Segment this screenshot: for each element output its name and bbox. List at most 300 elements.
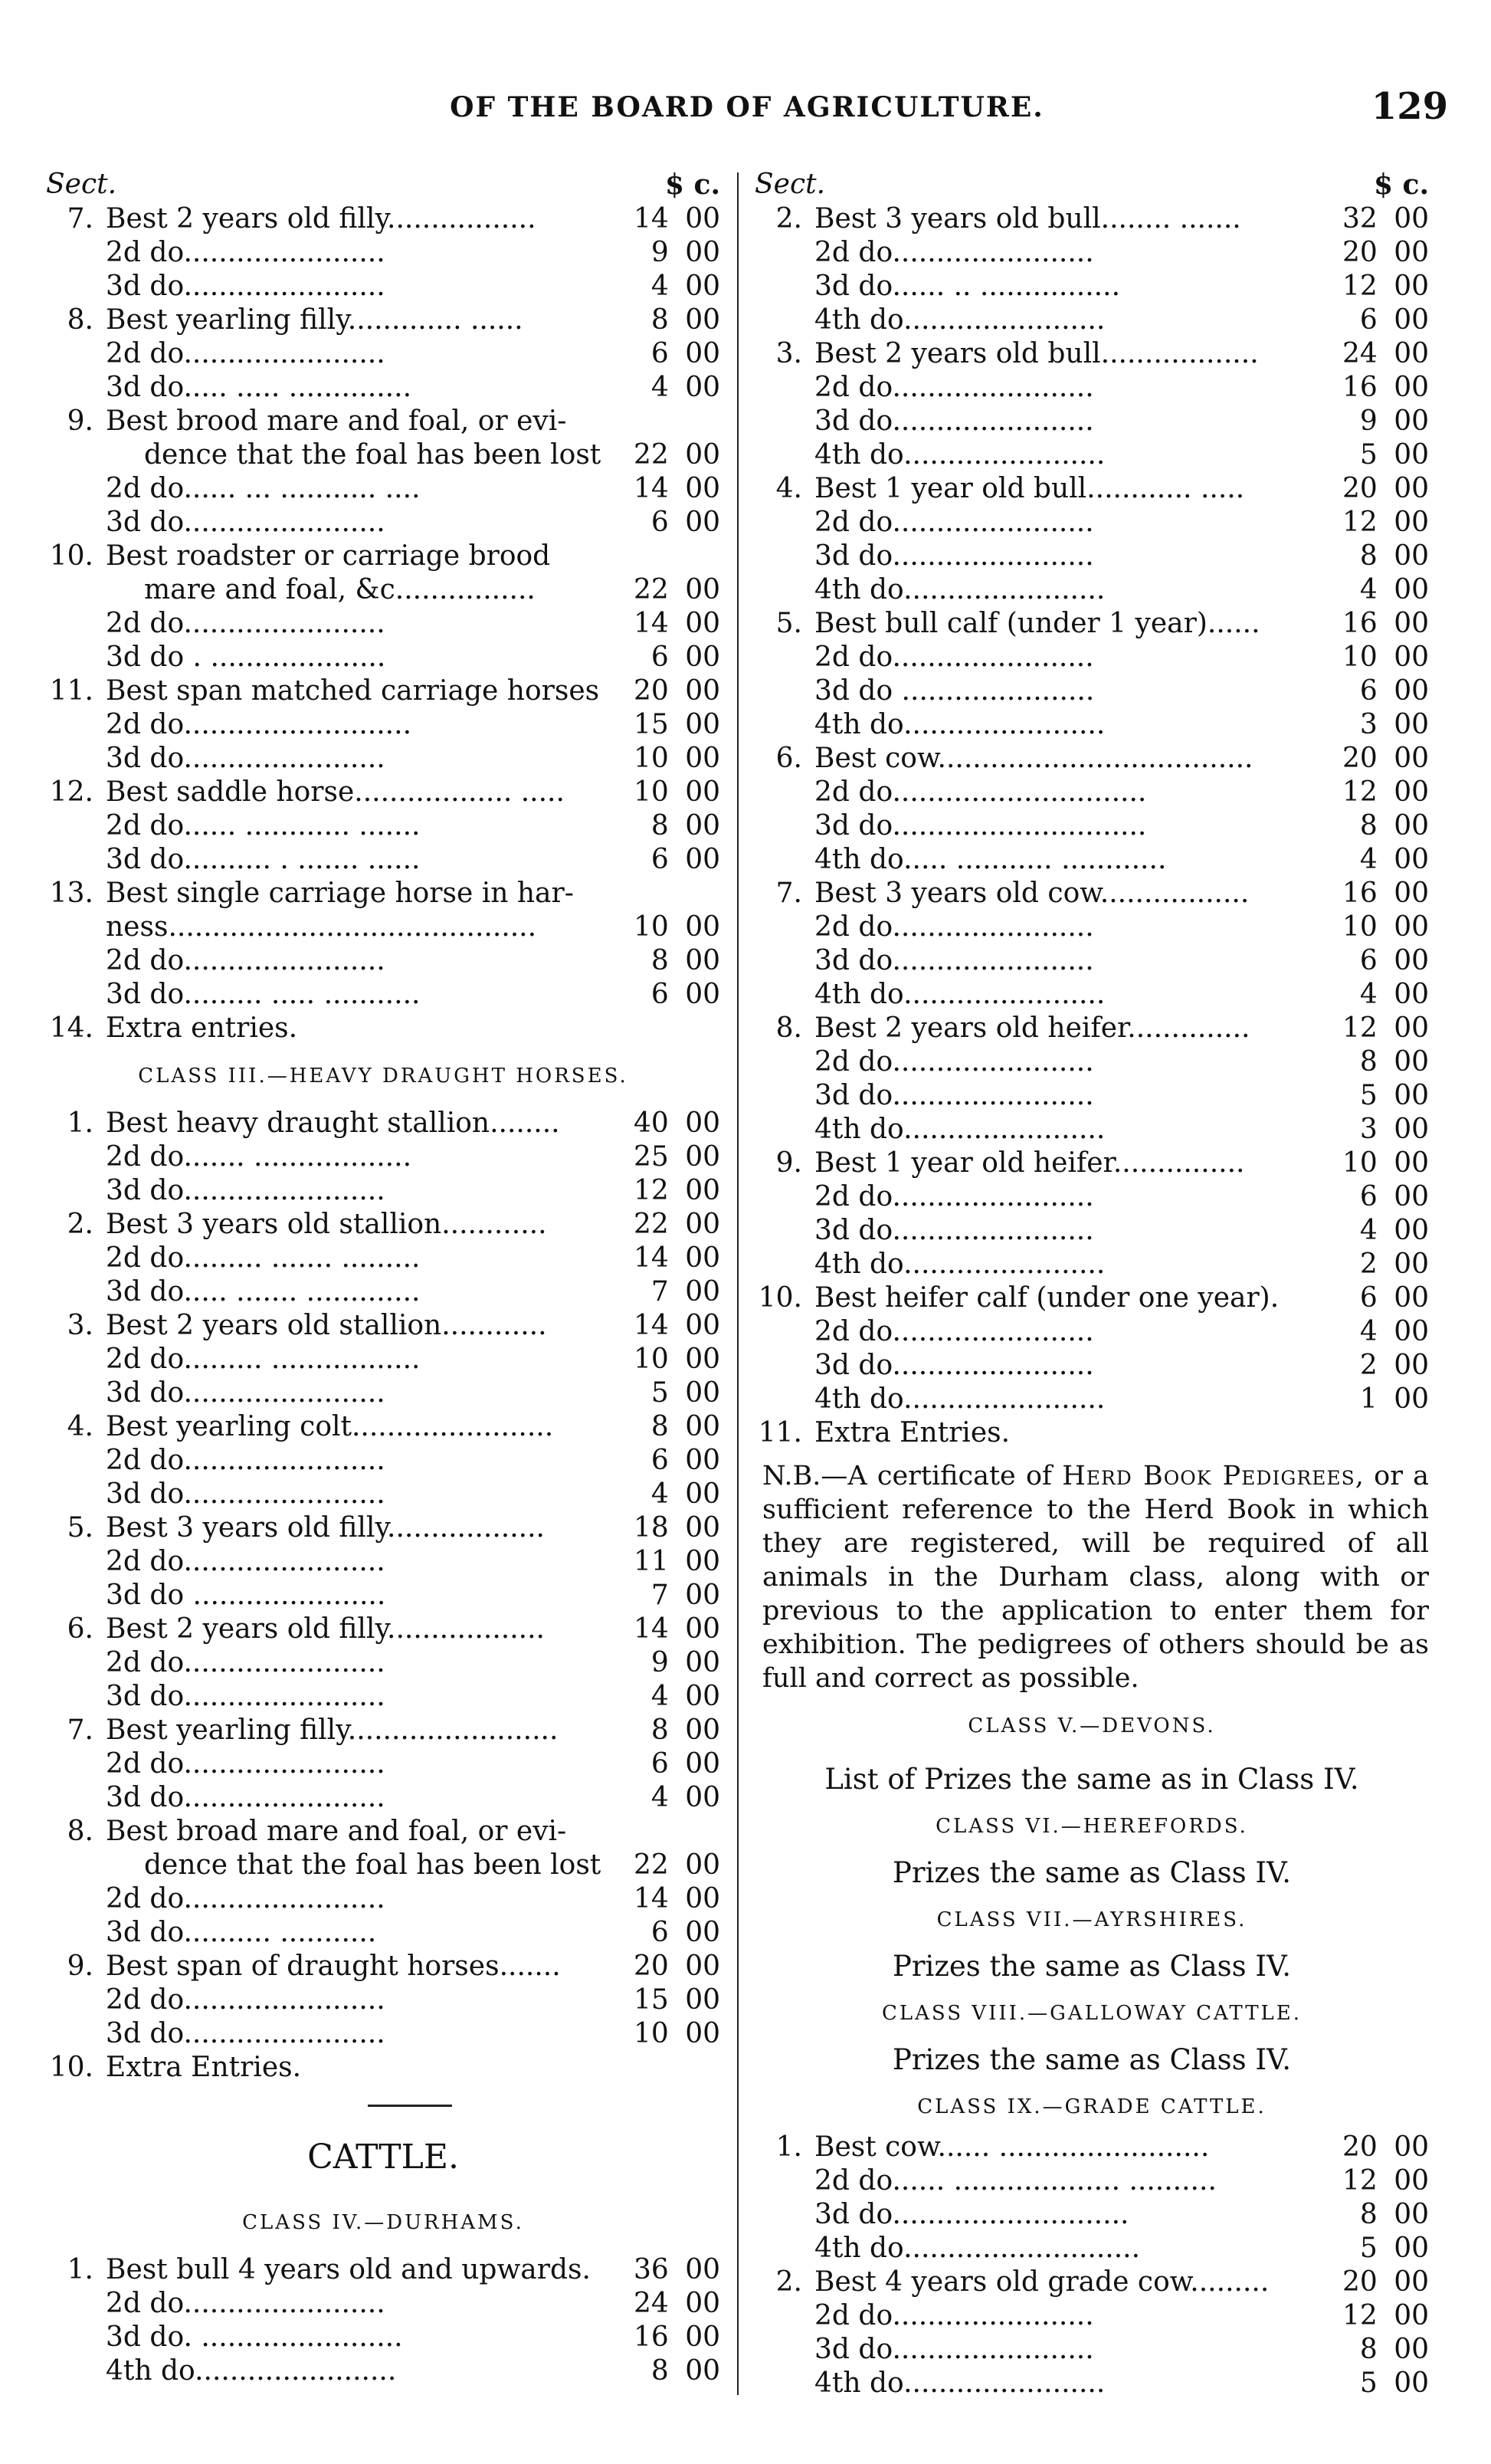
prize-amount: 4 00 [650, 1478, 720, 1510]
prize-row [46, 1410, 720, 1444]
prize-amount: 10 00 [633, 776, 720, 808]
prize-amount: 16 00 [1342, 608, 1429, 639]
prize-amount: 5 00 [650, 1377, 720, 1409]
class-heading: CLASS IV.—DURHAMS. [242, 2211, 524, 2234]
prize-amount: 6 00 [650, 641, 720, 673]
prize-amount: 10 00 [1342, 641, 1429, 673]
prize-amount: 14 00 [633, 1242, 720, 1274]
prize-amount: 14 00 [633, 1883, 720, 1914]
currency-label: $ c. [1373, 169, 1429, 201]
prize-amount: 12 00 [1342, 776, 1429, 808]
prize-amount: 3 00 [1359, 1114, 1429, 1145]
prize-label: 2d do....................... [106, 1984, 385, 2016]
prize-label: Extra Entries. [814, 1417, 1011, 1449]
prize-label: 3d do....................... [106, 1681, 385, 1712]
prize-label: 2d do....................... [106, 1748, 385, 1780]
prize-label: 3d do....................... [106, 1377, 385, 1409]
prize-amount: 22 00 [633, 1209, 720, 1240]
prize-row [46, 1950, 720, 1983]
prize-label: 4th do....................... [814, 709, 1106, 740]
prize-list [46, 202, 720, 1045]
prize-row [755, 978, 1429, 1012]
prize-row [755, 506, 1429, 540]
prize-amount: 9 00 [1359, 405, 1429, 437]
prize-label: 4th do....................... [814, 2367, 1106, 2399]
right-column-body [755, 202, 1429, 2400]
prize-row [46, 236, 720, 270]
prize-amount: 12 00 [1342, 1012, 1429, 1044]
prize-row [755, 910, 1429, 944]
class-heading: CLASS V.—DEVONS. [968, 1714, 1216, 1737]
prize-label: 2d do....................... [814, 372, 1094, 403]
prize-amount: 8 00 [650, 2355, 720, 2387]
prize-amount: 12 00 [1342, 2165, 1429, 2197]
prize-row [755, 2164, 1429, 2198]
prize-list [755, 202, 1429, 1450]
prize-amount: 8 00 [1359, 540, 1429, 572]
prize-label: 3d do..... ..... .............. [106, 372, 412, 403]
prize-label: 3d do...... .. ................ [814, 271, 1121, 302]
prize-amount: 12 00 [1342, 2300, 1429, 2331]
prize-row [755, 371, 1429, 405]
class-heading: CLASS VII.—AYRSHIRES. [936, 1908, 1247, 1931]
prize-label: Best bull calf (under 1 year)...... [814, 608, 1260, 639]
section-number: 1. [67, 2254, 93, 2285]
prize-row [46, 2321, 720, 2354]
prize-label: 3d do......... ..... ........... [106, 979, 421, 1010]
prize-amount: 9 00 [650, 1647, 720, 1678]
prize-amount: 2 00 [1359, 1350, 1429, 1381]
prize-row [46, 506, 720, 540]
prize-label: 2d do......... ................. [106, 1344, 421, 1375]
prize-row [755, 1349, 1429, 1383]
prize-label: 2d do......... ....... ......... [106, 1242, 421, 1274]
prize-row [755, 303, 1429, 337]
prize-row [46, 944, 720, 978]
section-number: 12. [49, 776, 93, 808]
prize-amount: 10 00 [1342, 911, 1429, 943]
prize-amount: 10 00 [633, 2018, 720, 2049]
prize-amount: 22 00 [633, 1849, 720, 1881]
prize-row [755, 641, 1429, 674]
column-header [755, 169, 1429, 202]
prize-label: Best 3 years old cow................. [814, 878, 1250, 909]
prize-amount: 6 00 [650, 338, 720, 369]
sect-label: Sect. [46, 169, 117, 200]
prize-row [46, 1275, 720, 1309]
prize-row [755, 1315, 1429, 1349]
prize-amount: 6 00 [1359, 945, 1429, 976]
prize-amount: 8 00 [1359, 2334, 1429, 2365]
section-number: 9. [67, 405, 93, 437]
section-title: CATTLE. [307, 2138, 459, 2177]
section-number: 8. [67, 1816, 93, 1847]
currency-label: $ c. [664, 169, 720, 201]
prize-row [755, 2367, 1429, 2400]
prize-label: Best 3 years old filly.................. [106, 1512, 545, 1544]
prize-row [755, 1147, 1429, 1180]
prize-amount: 10 00 [633, 911, 720, 943]
prize-amount: 8 00 [650, 304, 720, 336]
prize-row [755, 2131, 1429, 2164]
section-number: 3. [67, 1310, 93, 1341]
prize-amount: 18 00 [633, 1512, 720, 1544]
prize-amount: 4 00 [650, 372, 720, 403]
prize-label: 3d do....................... [814, 1080, 1094, 1111]
prize-amount: 32 00 [1342, 203, 1429, 235]
prize-row [46, 2017, 720, 2051]
prize-label: ness.......................................... [106, 911, 537, 943]
page-number: 129 [1371, 85, 1448, 128]
prize-row [755, 1281, 1429, 1315]
prize-row [46, 809, 720, 843]
prize-label: 3d do....................... [106, 271, 385, 302]
prize-row [755, 1383, 1429, 1416]
prize-amount: 9 00 [650, 237, 720, 268]
prize-row [755, 1180, 1429, 1214]
prize-label: dence that the foal has been lost [144, 439, 601, 471]
prize-amount: 10 00 [633, 1344, 720, 1375]
prize-row [46, 742, 720, 776]
prize-amount: 14 00 [633, 1310, 720, 1341]
prize-amount: 25 00 [633, 1141, 720, 1173]
note-lead: N.B.—A certificate of [762, 1461, 1063, 1491]
prize-label: Best 2 years old bull.................. [814, 338, 1259, 369]
prize-amount: 24 00 [633, 2288, 720, 2319]
prize-label: 2d do....................... [814, 2300, 1094, 2331]
prize-label: 3d do....................... [106, 1782, 385, 1813]
prize-amount: 8 00 [1359, 810, 1429, 842]
prize-row [755, 1214, 1429, 1248]
prize-amount: 36 00 [633, 2254, 720, 2285]
prize-label: 2d do....................... [814, 507, 1094, 538]
class-note: List of Prizes the same as in Class IV. [824, 1763, 1359, 1796]
prize-row [46, 1714, 720, 1747]
prize-row [755, 1113, 1429, 1147]
prize-row [755, 1248, 1429, 1281]
class-heading: CLASS VI.—HEREFORDS. [936, 1815, 1248, 1838]
prize-row [46, 2253, 720, 2287]
prize-row [46, 1815, 720, 1849]
section-number: 7. [67, 203, 93, 235]
prize-row [755, 1416, 1429, 1450]
section-number: 11. [49, 675, 93, 707]
prize-row [46, 472, 720, 506]
prize-label: Best cow...... ........................ [814, 2131, 1210, 2163]
prize-label: 3d do........................... [814, 2199, 1129, 2230]
prize-amount: 6 00 [1359, 1282, 1429, 1314]
prize-row [755, 944, 1429, 978]
section-number: 10. [758, 1282, 802, 1314]
prize-amount: 4 00 [1359, 979, 1429, 1010]
prize-label: 3d do....................... [814, 540, 1094, 572]
prize-amount: 15 00 [633, 709, 720, 740]
prize-row [46, 337, 720, 371]
prize-row [46, 2354, 720, 2388]
section-number: 4. [67, 1411, 93, 1442]
prize-row [46, 1511, 720, 1545]
prize-label: 2d do....................... [106, 237, 385, 268]
class-note: Prizes the same as Class IV. [892, 2043, 1292, 2076]
prize-label: 2d do....................... [814, 911, 1094, 943]
prize-row [46, 270, 720, 303]
prize-row [46, 1208, 720, 1242]
prize-row [755, 270, 1429, 303]
class-note: Prizes the same as Class IV. [892, 1856, 1292, 1889]
prize-label: 3d do ...................... [814, 675, 1095, 707]
prize-label: 4th do..... ........... ............ [814, 844, 1167, 875]
prize-row [755, 236, 1429, 270]
prize-label: Best heavy draught stallion........ [106, 1107, 560, 1139]
prize-label: 2d do....................... [106, 1883, 385, 1914]
prize-amount: 4 00 [1359, 574, 1429, 605]
prize-label: 3d do....................... [106, 2018, 385, 2049]
prize-row [46, 1309, 720, 1343]
prize-row [46, 776, 720, 809]
prize-amount: 24 00 [1342, 338, 1429, 369]
prize-amount: 10 00 [633, 743, 720, 774]
left-column [46, 169, 720, 2422]
prize-label: 2d do....... .................. [106, 1141, 412, 1173]
prize-label: Best span of draught horses....... [106, 1951, 561, 1982]
prize-amount: 7 00 [650, 1580, 720, 1611]
section-number: 13. [49, 878, 93, 909]
prize-label: 3d do....................... [814, 945, 1094, 976]
prize-label: 2d do....................... [814, 641, 1094, 673]
prize-amount: 14 00 [633, 473, 720, 504]
section-number: 5. [775, 608, 802, 639]
section-number: 5. [67, 1512, 93, 1544]
prize-label: Best 1 year old heifer............... [814, 1147, 1245, 1179]
column-header [46, 169, 720, 202]
note-rest: , or a sufficient reference to the Herd Book in which they are registered, will be required of all animals in the Durham class, along with or previous to the application to enter them for exhibition. The pedigrees of others should be as full and correct as possible. [762, 1461, 1429, 1694]
herd-book-note [755, 1450, 1429, 1695]
prize-row [46, 877, 720, 910]
prize-label: 4th do....................... [814, 1248, 1106, 1280]
prize-label: 2d do...... ... ........... .... [106, 473, 421, 504]
prize-list [46, 1107, 720, 2085]
prize-row [46, 1478, 720, 1511]
prize-amount: 14 00 [633, 1613, 720, 1645]
prize-amount: 11 00 [633, 1546, 720, 1577]
prize-amount: 20 00 [633, 675, 720, 707]
prize-amount: 2 00 [1359, 1248, 1429, 1280]
prize-label: 2d do....................... [106, 1647, 385, 1678]
section-number: 8. [67, 304, 93, 336]
prize-amount: 20 00 [633, 1951, 720, 1982]
prize-label: Best 2 years old filly.................. [106, 1613, 545, 1645]
prize-row [46, 1747, 720, 1781]
prize-row [755, 809, 1429, 843]
prize-label: 4th do....................... [814, 1383, 1106, 1415]
prize-label: mare and foal, &c................ [144, 574, 536, 605]
prize-amount: 6 00 [650, 844, 720, 875]
prize-row [46, 1545, 720, 1579]
prize-label: 2d do....................... [814, 1181, 1094, 1212]
prize-label: 4th do....................... [814, 304, 1106, 336]
prize-row [46, 303, 720, 337]
prize-label: Best bull 4 years old and upwards. [106, 2254, 591, 2285]
prize-row [46, 1613, 720, 1646]
prize-label: 2d do............................. [814, 776, 1147, 808]
prize-amount: 4 00 [1359, 1316, 1429, 1347]
prize-row [46, 371, 720, 405]
prize-row [46, 1882, 720, 1916]
prize-label: 2d do....................... [106, 608, 385, 639]
sect-label: Sect. [755, 169, 826, 200]
prize-label: Best 3 years old stallion............ [106, 1209, 547, 1240]
prize-row [755, 472, 1429, 506]
prize-row [755, 540, 1429, 573]
prize-row [46, 674, 720, 708]
prize-amount: 16 00 [633, 2321, 720, 2353]
prize-amount: 5 00 [1359, 2367, 1429, 2399]
prize-label: 2d do...... ................... .......... [814, 2165, 1217, 2197]
section-number: 2. [775, 203, 802, 235]
prize-row [46, 1242, 720, 1275]
prize-label: Extra entries. [106, 1012, 298, 1044]
prize-row [46, 202, 720, 236]
prize-label: dence that the foal has been lost [144, 1849, 601, 1881]
prize-amount: 6 00 [650, 1748, 720, 1780]
prize-amount: 12 00 [1342, 507, 1429, 538]
prize-amount: 8 00 [650, 1714, 720, 1746]
prize-row [46, 1646, 720, 1680]
prize-amount: 5 00 [1359, 1080, 1429, 1111]
prize-label: 3d do....................... [106, 743, 385, 774]
prize-row [755, 2333, 1429, 2367]
prize-row [755, 1079, 1429, 1113]
prize-label: 4th do....................... [814, 979, 1106, 1010]
section-number: 10. [49, 2052, 93, 2083]
prize-label: 2d do....................... [106, 1445, 385, 1476]
prize-label: 3d do....................... [106, 1478, 385, 1510]
prize-row [46, 438, 720, 472]
prize-label: 3d do....................... [814, 1215, 1094, 1246]
prize-amount: 15 00 [633, 1984, 720, 2016]
prize-row [46, 1107, 720, 1140]
prize-row [46, 1012, 720, 1045]
prize-row [46, 607, 720, 641]
class-heading: CLASS III.—HEAVY DRAUGHT HORSES. [138, 1065, 628, 1088]
prize-row [755, 877, 1429, 910]
prize-amount: 10 00 [1342, 1147, 1429, 1179]
prize-row [755, 1012, 1429, 1045]
prize-row [46, 1916, 720, 1950]
prize-label: 3d do. ....................... [106, 2321, 403, 2353]
prize-amount: 6 00 [1359, 304, 1429, 336]
prize-row [755, 2266, 1429, 2299]
prize-amount: 14 00 [633, 203, 720, 235]
section-number: 9. [67, 1951, 93, 1982]
prize-amount: 20 00 [1342, 743, 1429, 774]
prize-row [755, 438, 1429, 472]
section-rule [46, 2085, 720, 2123]
prize-row [755, 573, 1429, 607]
prize-row [46, 708, 720, 742]
prize-amount: 20 00 [1342, 2266, 1429, 2298]
class-heading: CLASS IX.—GRADE CATTLE. [917, 2095, 1267, 2118]
prize-label: 3d do ...................... [106, 1580, 386, 1611]
prize-row [755, 202, 1429, 236]
prize-amount: 4 00 [650, 1681, 720, 1712]
prize-row [755, 607, 1429, 641]
prize-amount: 12 00 [633, 1175, 720, 1206]
prize-amount: 4 00 [1359, 844, 1429, 875]
prize-label: 3d do....................... [814, 1350, 1094, 1381]
prize-amount: 6 00 [650, 1917, 720, 1948]
section-number: 4. [775, 473, 802, 504]
prize-row [46, 1781, 720, 1815]
prize-label: 4th do....................... [106, 2355, 397, 2387]
prize-label: 3d do . .................... [106, 641, 386, 673]
prize-label: Best 2 years old filly................. [106, 203, 536, 235]
class-note: Prizes the same as Class IV. [892, 1950, 1292, 1983]
prize-label: Best 3 years old bull........ ....... [814, 203, 1241, 235]
prize-label: 3d do....................... [814, 2334, 1094, 2365]
prize-amount: 20 00 [1342, 237, 1429, 268]
page-header [46, 84, 1448, 146]
prize-label: Best 4 years old grade cow......... [814, 2266, 1270, 2298]
prize-label: 2d do.......................... [106, 709, 412, 740]
prize-row [46, 2051, 720, 2085]
prize-label: 4th do....................... [814, 439, 1106, 471]
prize-amount: 8 00 [650, 945, 720, 976]
class-heading: CLASS VIII.—GALLOWAY CATTLE. [881, 2002, 1303, 2025]
section-number: 2. [67, 1209, 93, 1240]
prize-row [755, 1045, 1429, 1079]
prize-label: Best span matched carriage horses [106, 675, 600, 707]
prize-row [46, 843, 720, 877]
prize-row [46, 1983, 720, 2017]
prize-row [46, 1376, 720, 1410]
prize-row [755, 337, 1429, 371]
section-number: 14. [49, 1012, 93, 1044]
prize-label: Best 2 years old heifer.............. [814, 1012, 1250, 1044]
prize-label: 4th do....................... [814, 1114, 1106, 1145]
prize-amount: 4 00 [650, 271, 720, 302]
prize-label: 2d do....................... [106, 338, 385, 369]
prize-label: Best 2 years old stallion............ [106, 1310, 547, 1341]
prize-label: Extra Entries. [106, 2052, 302, 2083]
prize-amount: 20 00 [1342, 473, 1429, 504]
prize-amount: 20 00 [1342, 2131, 1429, 2163]
prize-amount: 16 00 [1342, 878, 1429, 909]
rule-line [368, 2105, 452, 2107]
prize-label: 2d do....................... [814, 1316, 1094, 1347]
section-number: 3. [775, 338, 802, 369]
section-number: 6. [775, 743, 802, 774]
section-number: 2. [775, 2266, 802, 2298]
prize-amount: 8 00 [650, 810, 720, 842]
prize-amount: 40 00 [633, 1107, 720, 1139]
prize-row [46, 1849, 720, 1882]
prize-amount: 14 00 [633, 608, 720, 639]
prize-label: Best yearling filly............. ...... [106, 304, 523, 336]
prize-label: Best saddle horse.................. ..... [106, 776, 565, 808]
prize-amount: 22 00 [633, 574, 720, 605]
prize-row [46, 1140, 720, 1174]
prize-label: 4th do....................... [814, 574, 1106, 605]
prize-row [755, 2198, 1429, 2232]
prize-row [755, 776, 1429, 809]
prize-row [46, 641, 720, 674]
prize-row [46, 1444, 720, 1478]
prize-label: 3d do....................... [106, 1175, 385, 1206]
section-number: 1. [67, 1107, 93, 1139]
prize-row [46, 1343, 720, 1376]
prize-amount: 16 00 [1342, 372, 1429, 403]
